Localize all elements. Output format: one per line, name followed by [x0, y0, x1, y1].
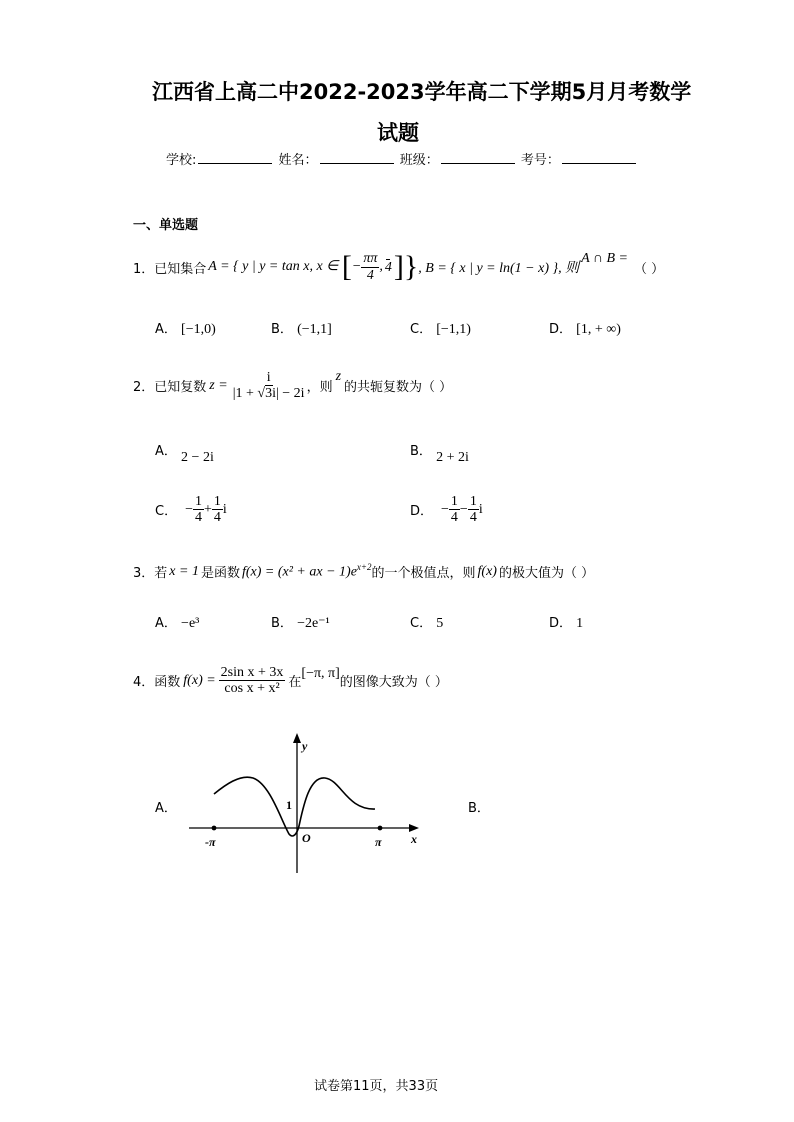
school-blank[interactable]	[198, 151, 272, 164]
q4-fraction: $\frac{\text{2sin x + 3x}}{\text{cos x + x²}}$	[220, 665, 284, 697]
class-label: 班级：	[399, 153, 439, 168]
question-1	[133, 250, 664, 284]
q3-choice-d[interactable]: D． 1	[549, 616, 584, 631]
q3-fx: f(x)	[477, 563, 497, 579]
class-blank[interactable]	[441, 151, 515, 164]
q2-then: ，则	[306, 380, 333, 396]
q4-graph-a	[185, 730, 425, 880]
origin-label: O	[302, 831, 311, 845]
q3-tail1: 的一个极值点，则	[371, 566, 476, 581]
q1-ask: A ∩ B =	[581, 251, 628, 266]
q3-choice-a[interactable]: A． −e³	[155, 616, 200, 631]
question-4	[133, 665, 448, 697]
q2-intro: 已知复数	[154, 380, 207, 396]
section-heading: 一、单选题	[133, 218, 199, 233]
q2-tail: 的共轭复数为（ ）	[344, 380, 453, 396]
pi-dot	[378, 826, 383, 831]
q3-tail2: 的极大值为（ ）	[498, 566, 595, 581]
q3-choice-b[interactable]: B． −2e⁻¹	[271, 616, 330, 631]
q2-choice-b[interactable]: B． 2 + 2i	[410, 444, 469, 465]
name-blank[interactable]	[320, 151, 394, 164]
q4-fx: f(x) =	[183, 672, 216, 688]
exam-number-label: 考号：	[520, 153, 560, 168]
page-footer: 试卷第11页，共33页	[314, 1079, 439, 1094]
q1-choice-c[interactable]: C． [−1,1)	[410, 322, 471, 337]
question-2	[133, 370, 452, 402]
q3-mid: 是函数	[200, 566, 240, 581]
name-label: 姓名：	[278, 153, 318, 168]
q2-z-eq: z =	[209, 377, 228, 393]
q1-choice-d[interactable]: D． [1, + ∞)	[549, 322, 621, 337]
q1-choice-a[interactable]: A． [−1,0)	[155, 322, 216, 337]
q2-z: z	[335, 368, 342, 384]
q2-choice-d[interactable]: D． − $\frac{1}{4}$ − $\frac{1}{4}$ i	[410, 494, 483, 526]
title-line-1: 江西省上高二中2022-2023学年高二下学期5月月考数学	[152, 80, 692, 104]
info-fields	[166, 149, 638, 168]
question-3	[133, 562, 594, 581]
neg-pi-dot	[212, 826, 217, 831]
y-label: y	[302, 739, 308, 753]
q2-choice-a[interactable]: A． 2 − 2i	[155, 444, 214, 465]
function-curve	[214, 777, 375, 836]
neg-pi-label: -π	[205, 835, 216, 849]
q2-number: 2．	[133, 380, 155, 396]
q4-pre: 函数	[154, 675, 181, 691]
q1-set-a: A = { y | y = tan x, x ∈ [− $\frac{\pi\pi}{4}$ , 4 ]}	[208, 250, 419, 283]
q1-paren: （ ）	[634, 261, 665, 277]
q2-choice-c[interactable]: C． − $\frac{1}{4}$ + $\frac{1}{4}$ i	[155, 494, 227, 526]
q3-cond: x = 1	[169, 563, 199, 579]
q3-number: 3．	[133, 566, 155, 581]
q1-number: 1．	[133, 261, 155, 277]
q4-mid: 在	[288, 675, 302, 691]
q4-number: 4．	[133, 675, 155, 691]
q4-choice-b[interactable]: B．	[468, 801, 490, 816]
one-label: 1	[286, 798, 292, 812]
title-line-2: 试题	[377, 121, 419, 145]
q3-pre: 若	[154, 566, 168, 581]
q3-func: f(x) = (x² + ax − $1)e^{x+2}$	[241, 562, 372, 580]
q4-choice-a[interactable]: A．	[155, 801, 177, 816]
q4-tail: 的图像大致为（ ）	[339, 675, 448, 691]
q1-choice-b[interactable]: B． (−1,1]	[271, 322, 332, 337]
exam-number-blank[interactable]	[562, 151, 636, 164]
x-axis-arrow	[409, 824, 419, 832]
q1-intro: 已知集合	[154, 261, 207, 277]
q3-choice-c[interactable]: C． 5	[410, 616, 444, 631]
pi-label: π	[375, 835, 382, 849]
q4-interval: [−π, π]	[301, 665, 340, 681]
q2-fraction: $\frac{i}{|1 + √3i| - 2i}$	[232, 370, 305, 402]
q1-set-b: , B = { x | y = ln(1 − x) }, 则	[418, 261, 580, 276]
x-label: x	[411, 832, 417, 846]
y-axis-arrow	[293, 733, 301, 743]
school-label: 学校:	[166, 153, 197, 168]
